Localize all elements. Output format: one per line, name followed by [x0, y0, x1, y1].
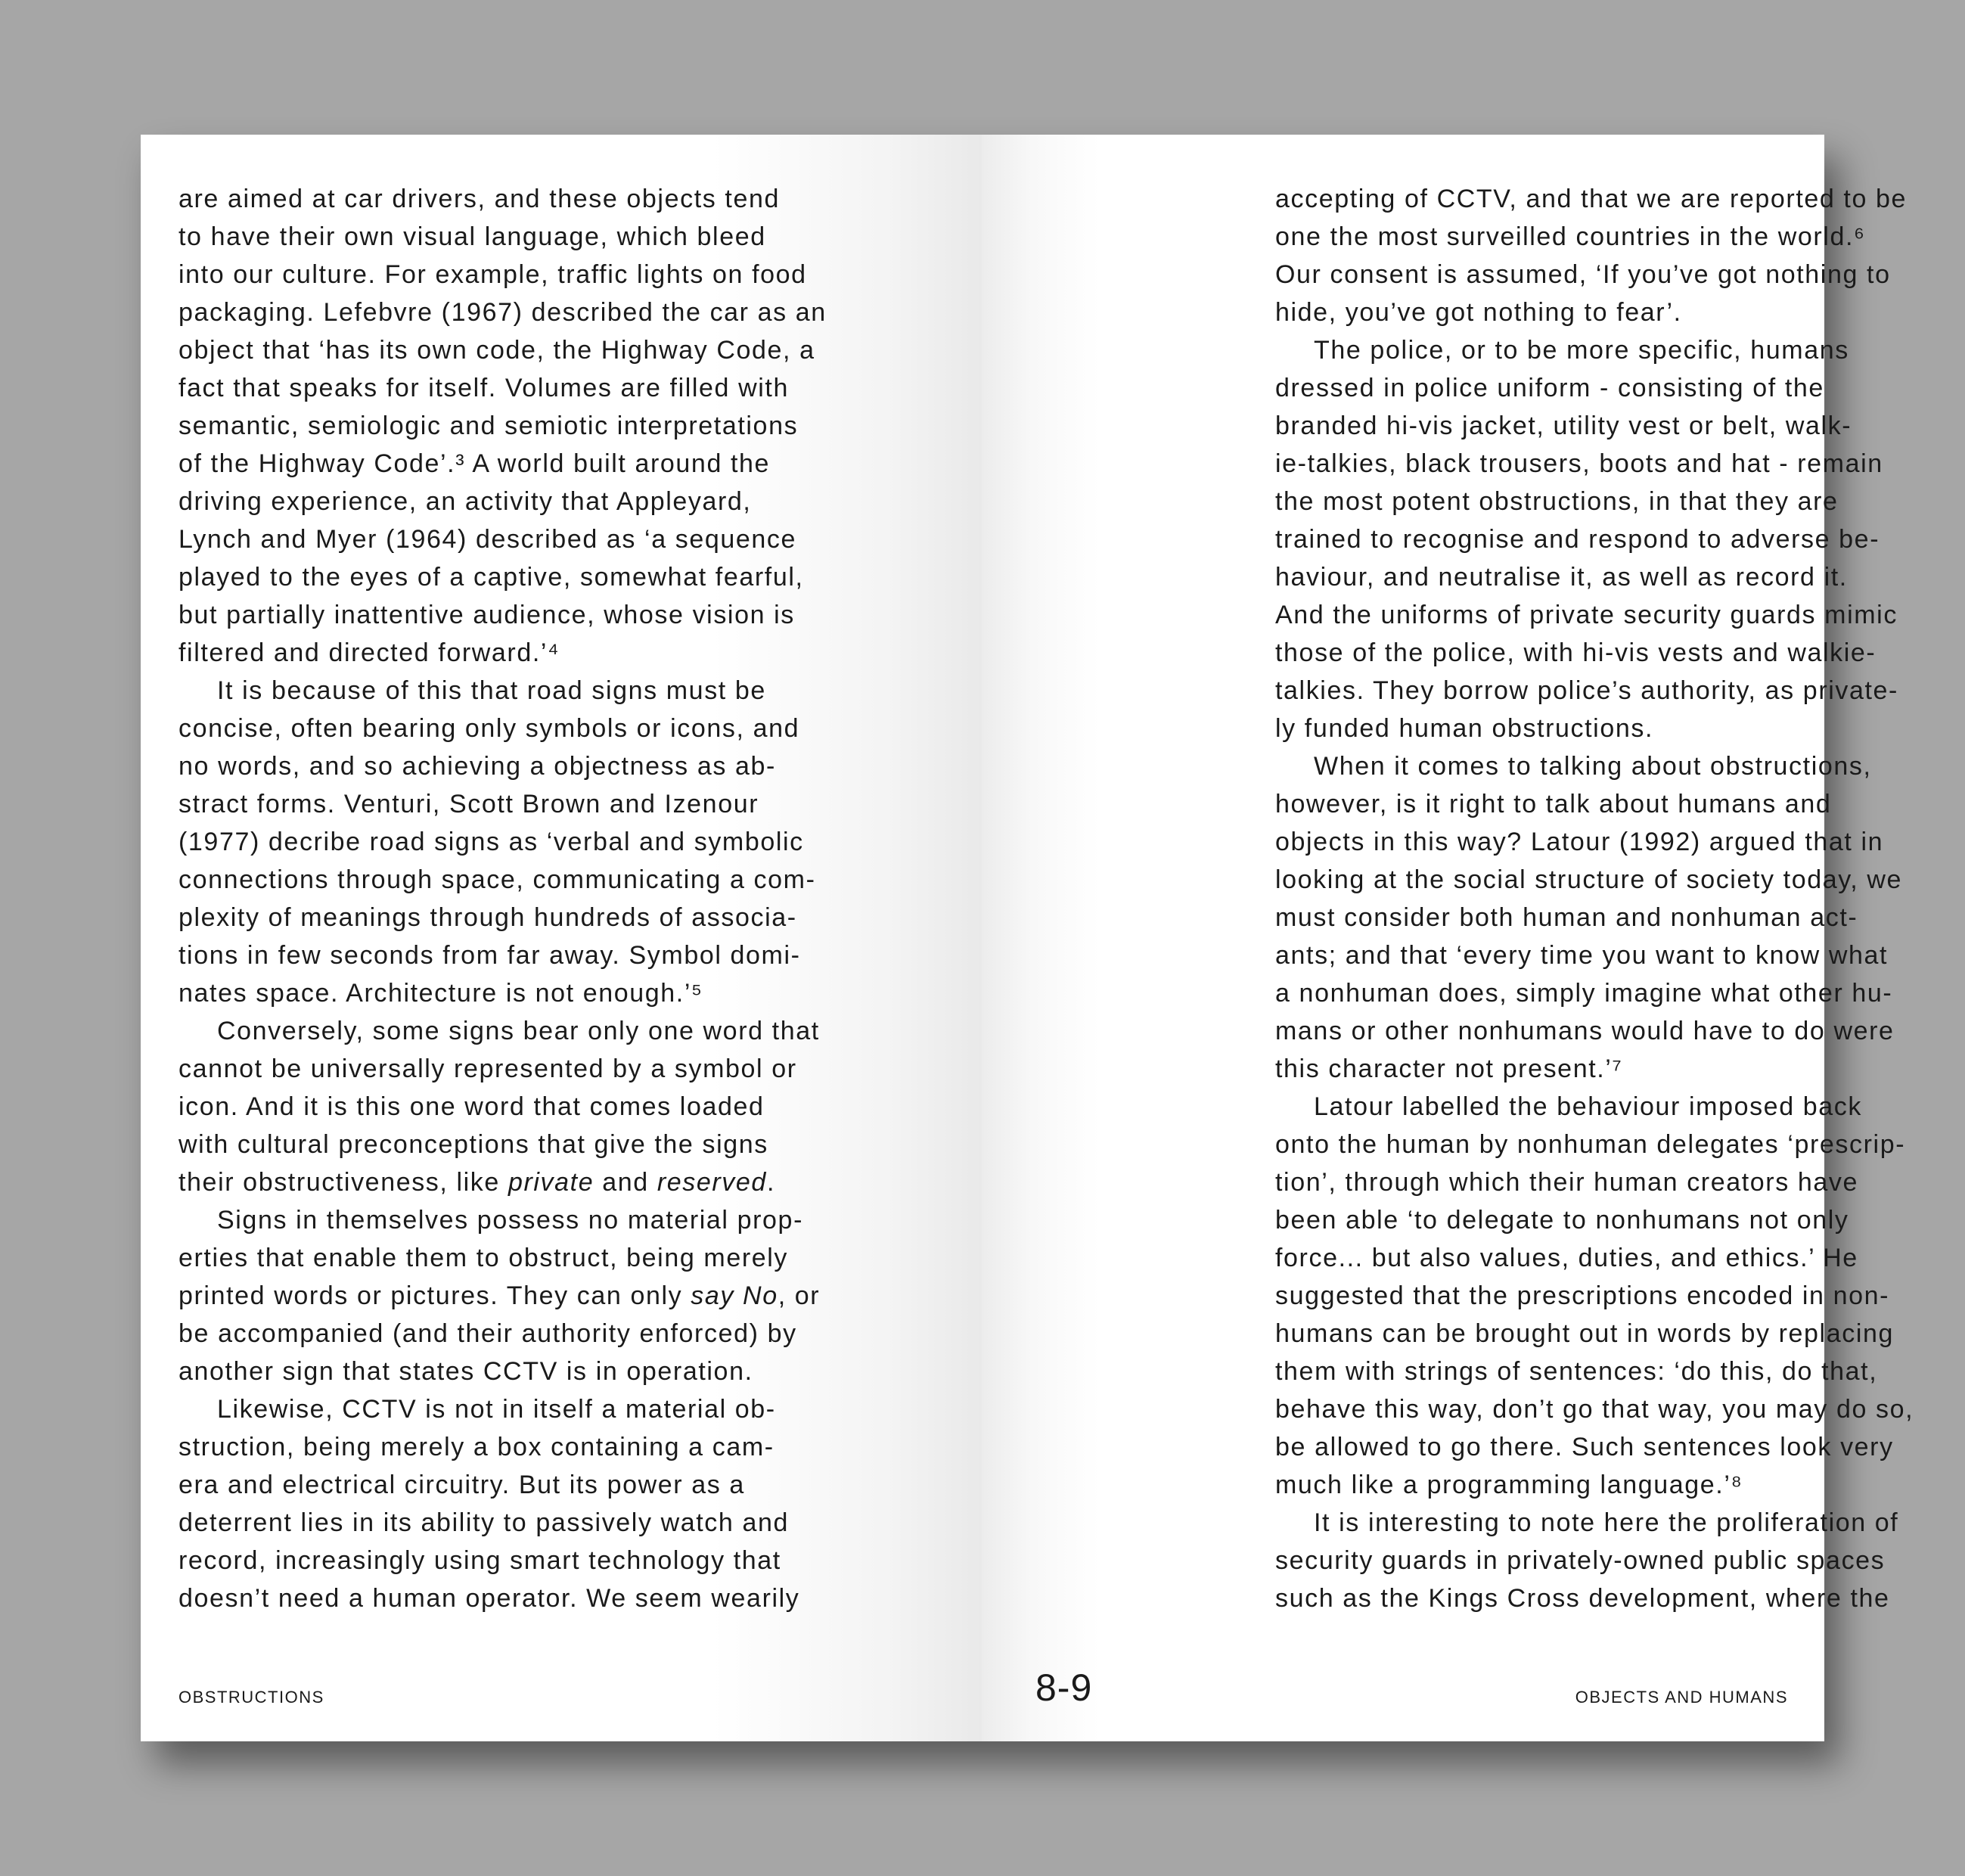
text-segment: their obstructiveness, like [178, 1168, 508, 1197]
text-line: looking at the social structure of society today, we [1275, 865, 1903, 894]
text-line: driving experience, an activity that Appleyard, [178, 487, 752, 516]
paragraph-first-line: Conversely, some signs bear only one word that [217, 1017, 820, 1045]
left-body-text [178, 180, 844, 1617]
text-segment: printed words or pictures. They can only [178, 1281, 691, 1310]
text-line: tions in few seconds from far away. Symbol domi- [178, 941, 801, 970]
text-line: been able ‘to delegate to nonhumans not only [1275, 1206, 1849, 1235]
text-line: object that ‘has its own code, the Highway Code, a [178, 336, 815, 365]
right-body-text [1275, 180, 1941, 1617]
text-line: the most potent obstructions, in that they are [1275, 487, 1839, 516]
text-line: ie-talkies, black trousers, boots and hat - remain [1275, 449, 1883, 478]
text-line: struction, being merely a box containing a cam- [178, 1433, 775, 1461]
text-line: but partially inattentive audience, whose vision is [178, 601, 795, 629]
text-segment: and [594, 1168, 657, 1197]
text-line: suggested that the prescriptions encoded in non- [1275, 1281, 1890, 1310]
text-line: mans or other nonhumans would have to do were [1275, 1017, 1895, 1045]
text-line: to have their own visual language, which bleed [178, 222, 766, 251]
text-line: be accompanied (and their authority enforced) by [178, 1319, 797, 1348]
text-line: those of the police, with hi-vis vests and walkie- [1275, 638, 1877, 667]
text-line: talkies. They borrow police’s authority, as private- [1275, 676, 1898, 705]
text-line: with cultural preconceptions that give the signs [178, 1130, 768, 1159]
text-line: (1977) decribe road signs as ‘verbal and symbolic [178, 828, 804, 856]
text-line: hide, you’ve got nothing to fear’. [1275, 298, 1682, 327]
paragraph-first-line: When it comes to talking about obstructions, [1314, 752, 1872, 781]
text-line: a nonhuman does, simply imagine what other hu- [1275, 979, 1893, 1008]
text-line: ants; and that ‘every time you want to know what [1275, 941, 1889, 970]
text-line: no words, and so achieving a objectness as ab- [178, 752, 776, 781]
left-page [141, 135, 982, 1741]
text-line: era and electrical circuitry. But its power as a [178, 1471, 745, 1499]
text-line: doesn’t need a human operator. We seem wearily [178, 1584, 800, 1613]
text-line: be allowed to go there. Such sentences look very [1275, 1433, 1894, 1461]
text-segment: , or [778, 1281, 821, 1310]
paragraph-first-line: It is because of this that road signs must be [217, 676, 766, 705]
text-line: icon. And it is this one word that comes loaded [178, 1092, 765, 1121]
paragraph-first-line: Signs in themselves possess no material prop- [217, 1206, 803, 1235]
text-line: fact that speaks for itself. Volumes are filled with [178, 374, 789, 402]
italic-text: reserved [657, 1168, 767, 1197]
right-page [982, 135, 1914, 1741]
text-line: onto the human by nonhuman delegates ‘prescrip- [1275, 1130, 1906, 1159]
text-line: this character not present.’⁷ [1275, 1054, 1623, 1083]
text-line: Lynch and Myer (1964) described as ‘a sequence [178, 525, 797, 554]
text-line: into our culture. For example, traffic lights on food [178, 260, 807, 289]
right-running-head: OBJECTS AND HUMANS [1575, 1688, 1788, 1707]
text-line: security guards in privately-owned public spaces [1275, 1546, 1886, 1575]
text-line: force... but also values, duties, and ethics.’ He [1275, 1244, 1858, 1272]
paragraph-first-line: It is interesting to note here the proliferation of [1314, 1508, 1899, 1537]
text-line: behave this way, don’t go that way, you may do so, [1275, 1395, 1914, 1424]
text-line: are aimed at car drivers, and these objects tend [178, 185, 780, 213]
text-line: record, increasingly using smart technology that [178, 1546, 781, 1575]
text-line: erties that enable them to obstruct, being merely [178, 1244, 789, 1272]
paragraph-first-line: Likewise, CCTV is not in itself a material ob- [217, 1395, 776, 1424]
text-line: however, is it right to talk about humans and [1275, 790, 1832, 818]
text-line: nates space. Architecture is not enough.’⁵ [178, 979, 703, 1008]
text-line: filtered and directed forward.’⁴ [178, 638, 560, 667]
text-line: Our consent is assumed, ‘If you’ve got nothing to [1275, 260, 1891, 289]
text-line: humans can be brought out in words by replacing [1275, 1319, 1894, 1348]
text-line: such as the Kings Cross development, where the [1275, 1584, 1890, 1613]
text-line: plexity of meanings through hundreds of associa- [178, 903, 797, 932]
text-line: trained to recognise and respond to adverse be- [1275, 525, 1880, 554]
text-line: And the uniforms of private security guards mimic [1275, 601, 1898, 629]
text-line: another sign that states CCTV is in operation. [178, 1357, 753, 1386]
text-line: stract forms. Venturi, Scott Brown and Izenour [178, 790, 759, 818]
text-line: objects in this way? Latour (1992) argued that in [1275, 828, 1884, 856]
left-running-head: OBSTRUCTIONS [178, 1688, 324, 1707]
text-line: semantic, semiologic and semiotic interpretations [178, 412, 799, 440]
text-line: of the Highway Code’.³ A world built around the [178, 449, 771, 478]
text-line: tion’, through which their human creators have [1275, 1168, 1858, 1197]
text-line: must consider both human and nonhuman act- [1275, 903, 1858, 932]
text-line: dressed in police uniform - consisting of the [1275, 374, 1824, 402]
page-numbers: 8-9 [1035, 1666, 1093, 1709]
paragraph-first-line: Latour labelled the behaviour imposed back [1314, 1092, 1862, 1121]
text-line: accepting of CCTV, and that we are reported to be [1275, 185, 1908, 213]
book-spread [141, 135, 1914, 1741]
text-line: much like a programming language.’⁸ [1275, 1471, 1743, 1499]
italic-text: say No [691, 1281, 778, 1310]
text-line: deterrent lies in its ability to passively watch and [178, 1508, 789, 1537]
text-line: one the most surveilled countries in the world.⁶ [1275, 222, 1866, 251]
italic-text: private [508, 1168, 594, 1197]
text-line [178, 1277, 844, 1315]
text-line: concise, often bearing only symbols or icons, and [178, 714, 800, 743]
text-line: ly funded human obstructions. [1275, 714, 1654, 743]
text-line [178, 1163, 844, 1201]
paragraph-first-line: The police, or to be more specific, humans [1314, 336, 1849, 365]
text-line: packaging. Lefebvre (1967) described the car as an [178, 298, 827, 327]
text-line: played to the eyes of a captive, somewhat fearful, [178, 563, 804, 592]
text-line: them with strings of sentences: ‘do this, do that, [1275, 1357, 1878, 1386]
text-line: cannot be universally represented by a symbol or [178, 1054, 797, 1083]
text-line: connections through space, communicating a com- [178, 865, 816, 894]
text-segment: . [766, 1168, 775, 1197]
text-line: branded hi-vis jacket, utility vest or belt, walk- [1275, 412, 1852, 440]
text-line: haviour, and neutralise it, as well as record it. [1275, 563, 1848, 592]
